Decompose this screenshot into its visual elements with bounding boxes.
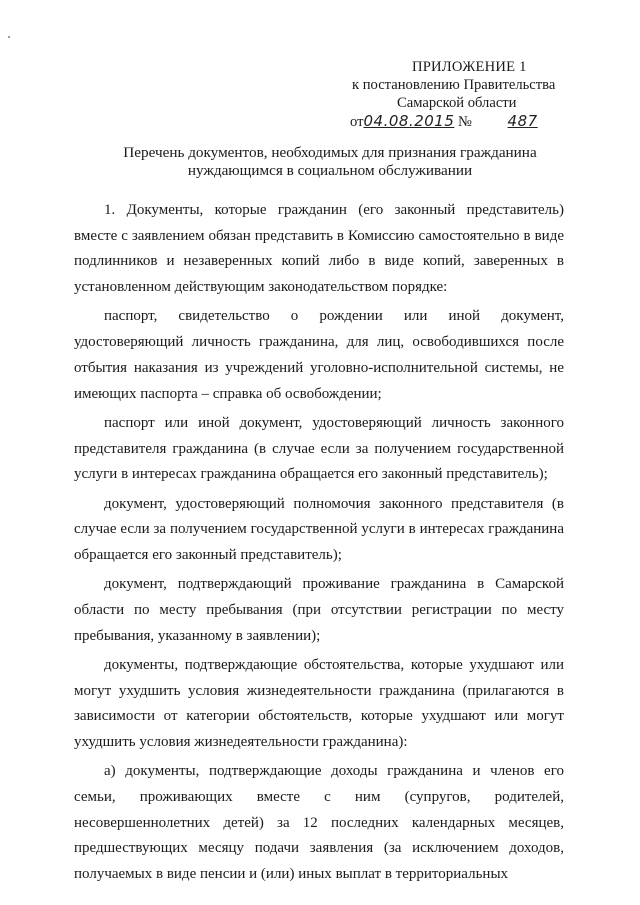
paragraph: а) документы, подтверждающие доходы гражданина и членов его семьи, проживающих вместе с ним (супругов, родителей, несовершеннолетних детей) за 12 последних календарных месяцев, предшествующих месяцу подачи заявления (за исключением доходов, получаемых в виде пенсии и (или) иных выплат в территориальных [74, 763, 564, 883]
paragraph: 1. Документы, которые гражданин (его законный представитель) вместе с заявлением обязан представить в Комиссию самостоятельно в виде подлинников и незаверенных копий либо в виде копий, заверенных в установленном действующим законодательством порядке: [74, 202, 564, 296]
paragraph: документ, подтверждающий проживание гражданина в Самарской области по месту пребывания (при отсутствии регистрации по месту пребывания, указанному в заявлении); [74, 576, 564, 644]
handwritten-date: 04.08.2015 [363, 112, 455, 130]
document-body [74, 198, 564, 891]
paragraph: паспорт, свидетельство о рождении или иной документ, удостоверяющий личность гражданина, для лиц, освободившихся после отбытия наказания из учреждений уголовно-исполнительной системы, не имеющих паспорта – справка об освобождении; [74, 308, 564, 402]
annex-title: ПРИЛОЖЕНИЕ 1 [412, 59, 527, 75]
annex-header [350, 58, 570, 131]
document-title-line-2: нуждающимся в социальном обслуживании [187, 162, 473, 179]
paragraph: документ, удостоверяющий полномочия законного представителя (в случае если за получением государственной услуги в интересах гражданина обращается его законный представитель); [74, 495, 564, 563]
annex-date-number-line [350, 112, 570, 131]
paragraph: паспорт или иной документ, удостоверяющий личность законного представителя гражданина (в случае если за получением государственной услуги в интересах гражданина обращается его законный представитель); [74, 414, 564, 483]
scan-speck [8, 36, 10, 38]
annex-region-line: Самарской области [397, 95, 517, 111]
annex-resolution-line: к постановлению Правительства [352, 77, 556, 93]
date-prefix: от [350, 114, 364, 130]
document-title-line-1: Перечень документов, необходимых для признания гражданина [123, 144, 537, 161]
document-title [70, 144, 590, 180]
number-prefix: № [458, 114, 472, 130]
handwritten-number: 487 [507, 112, 538, 130]
paragraph: документы, подтверждающие обстоятельства, которые ухудшают или могут ухудшить условия жизнедеятельности гражданина (прилагаются в зависимости от категории обстоятельств, которые ухудшают или могут ухудшить условия жизнедеятельности гражданина): [74, 656, 564, 751]
